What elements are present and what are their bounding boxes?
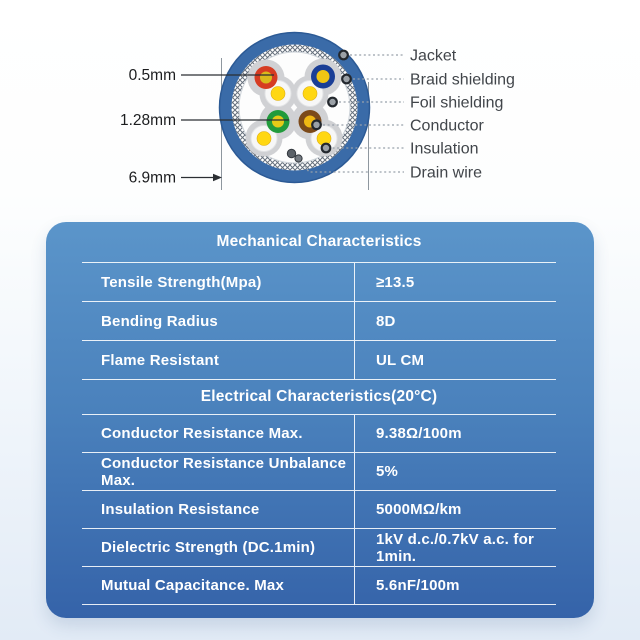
table-row bbox=[82, 415, 556, 453]
table-row bbox=[82, 567, 556, 605]
wire-green bbox=[267, 110, 290, 133]
callout-conductor: Conductor bbox=[410, 117, 484, 135]
callout-foil-shielding: Foil shielding bbox=[410, 94, 504, 112]
row-label: Conductor Resistance Unbalance Max. bbox=[101, 454, 347, 489]
row-label: Flame Resistant bbox=[101, 351, 220, 369]
table-row bbox=[82, 263, 556, 302]
row-value: 9.38Ω/100m bbox=[354, 415, 556, 452]
row-label: Bending Radius bbox=[101, 312, 218, 330]
callout-insulation: Insulation bbox=[410, 140, 479, 158]
table-row bbox=[82, 453, 556, 491]
cable-cross-section-svg bbox=[0, 0, 640, 212]
callout-braid-shielding: Braid shielding bbox=[410, 71, 515, 89]
row-value: 5000MΩ/km bbox=[354, 491, 556, 528]
table-row bbox=[82, 491, 556, 529]
row-value: 8D bbox=[354, 302, 556, 340]
row-label: Insulation Resistance bbox=[101, 501, 260, 518]
mechanical-characteristics-header: Mechanical Characteristics bbox=[82, 222, 556, 263]
row-label: Tensile Strength(Mpa) bbox=[101, 273, 262, 291]
cable-diagram bbox=[0, 0, 640, 212]
row-value: 5% bbox=[354, 453, 556, 490]
table-row bbox=[82, 529, 556, 567]
row-label: Conductor Resistance Max. bbox=[101, 425, 303, 442]
measurement-0.5mm: 0.5mm bbox=[128, 67, 176, 84]
measurement-6.9mm: 6.9mm bbox=[128, 169, 176, 187]
spec-table bbox=[82, 222, 556, 605]
table-row bbox=[82, 302, 556, 341]
electrical-characteristics-header: Electrical Characteristics(20°C) bbox=[82, 380, 556, 415]
row-value: 1kV d.c./0.7kV a.c. for 1min. bbox=[354, 529, 556, 566]
spec-panel bbox=[46, 222, 594, 618]
callout-drain-wire: Drain wire bbox=[410, 164, 483, 182]
row-label: Dielectric Strength (DC.1min) bbox=[101, 539, 316, 556]
measure-arrowhead bbox=[213, 174, 222, 181]
row-value: UL CM bbox=[354, 341, 556, 379]
row-value: ≥13.5 bbox=[354, 263, 556, 301]
callout-jacket: Jacket bbox=[410, 47, 457, 65]
table-row bbox=[82, 341, 556, 380]
wire-red bbox=[255, 66, 278, 89]
row-label: Mutual Capacitance. Max bbox=[101, 577, 284, 594]
measurement-1.28mm: 1.28mm bbox=[120, 112, 176, 129]
row-value: 5.6nF/100m bbox=[354, 567, 556, 604]
wire-blue bbox=[311, 65, 335, 89]
